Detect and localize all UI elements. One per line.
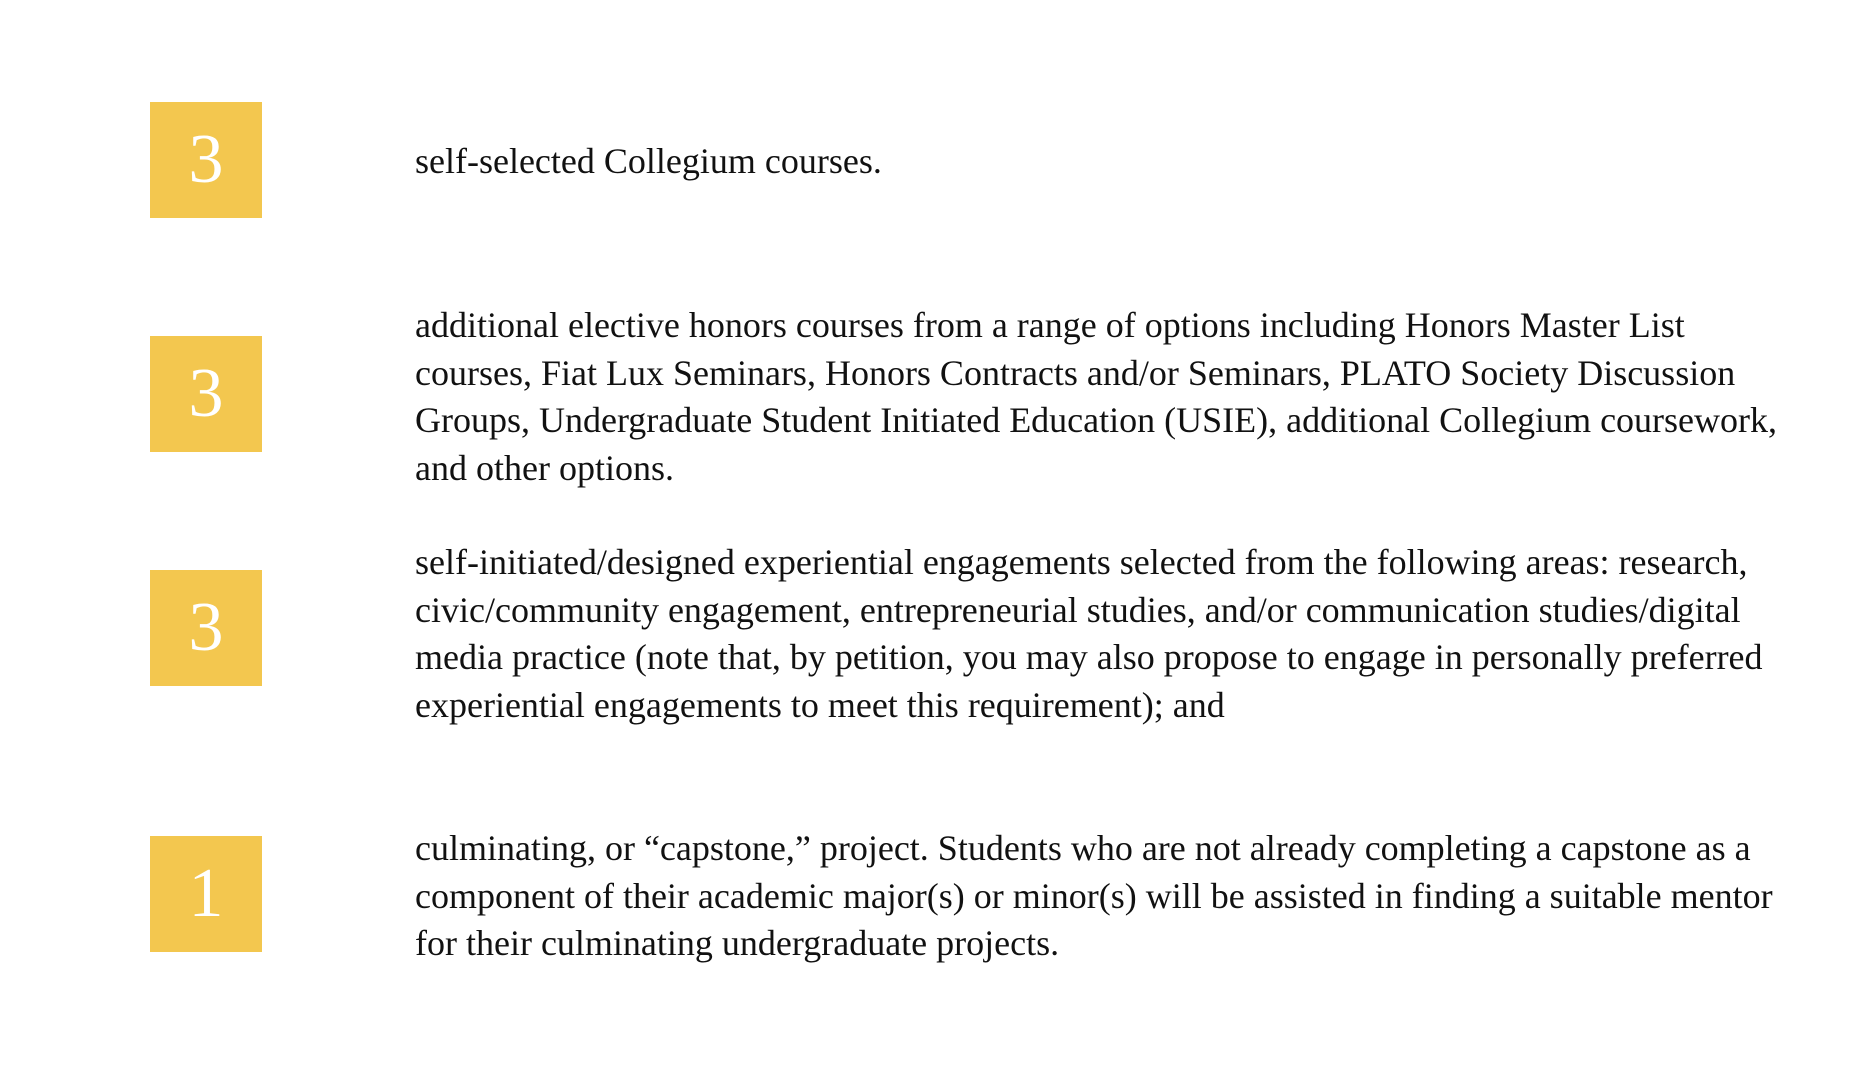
count-badge: 3 bbox=[150, 570, 262, 686]
requirement-text: self-selected Collegium courses. bbox=[415, 141, 882, 181]
requirement-text: additional elective honors courses from a range of options including Honors Master List courses, Fiat Lux Seminars, Honors Contracts and/or Seminars, PLATO Society Discussion Groups, Undergraduate Student Initiated Education (USIE), additional Collegium coursework, and other options. bbox=[415, 305, 1778, 488]
count-badge: 1 bbox=[150, 836, 262, 952]
count-badge: 3 bbox=[150, 102, 262, 218]
requirement-text: culminating, or “capstone,” project. Students who are not already completing a capstone as a component of their academic major(s) or minor(s) will be assisted in finding a suitable mentor for their culminating undergraduate projects. bbox=[415, 828, 1773, 963]
requirement-text: self-initiated/designed experiential engagements selected from the following areas: research, civic/community engagement, entrepreneurial studies, and/or communication studies/digital media practice (note that, by petition, you may also propose to engage in personally preferred experiential engagements to meet this requirement); and bbox=[415, 542, 1763, 725]
count-badge: 3 bbox=[150, 336, 262, 452]
